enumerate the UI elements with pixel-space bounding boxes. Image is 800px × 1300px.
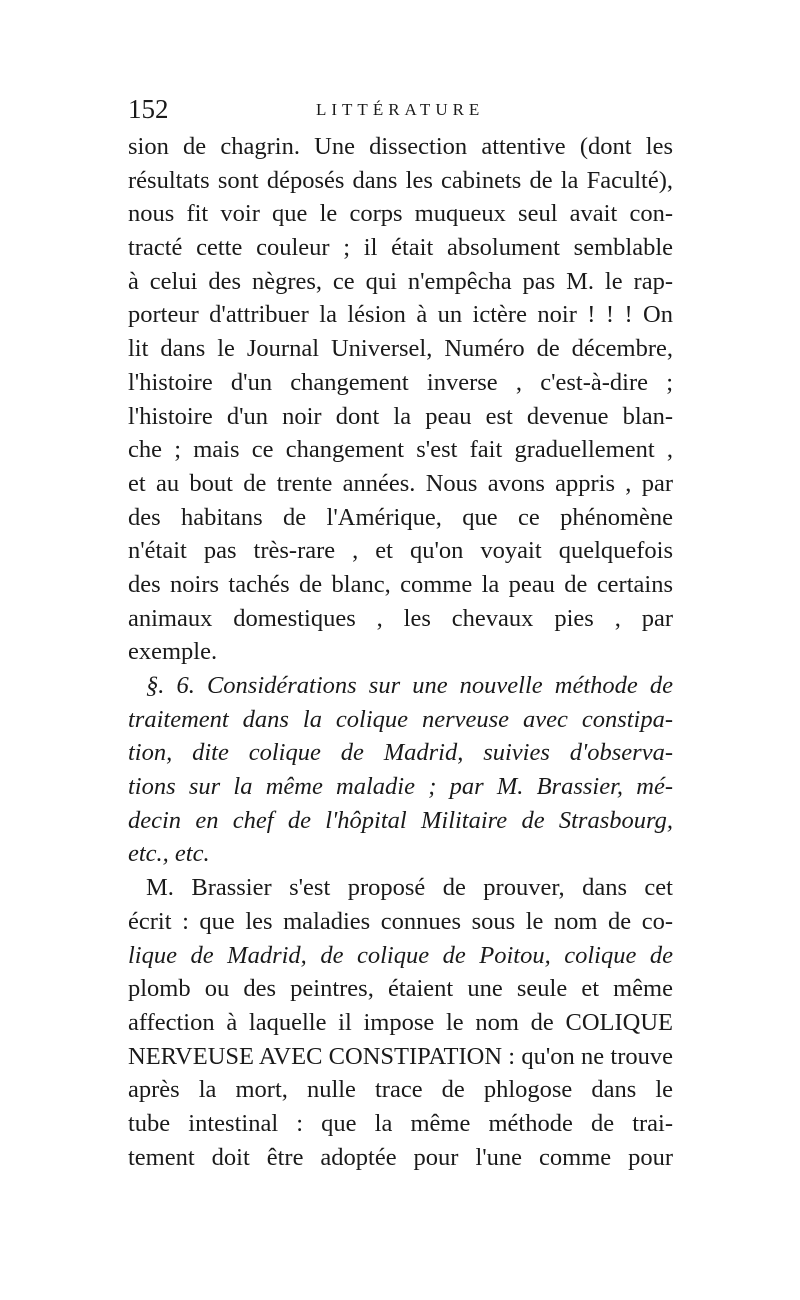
text-line: et au bout de trente années. Nous avons appris , par: [128, 469, 673, 497]
text-line: tube intestinal : que la même méthode de trai-: [128, 1109, 673, 1137]
text-line: à celui des nègres, ce qui n'empêcha pas M. le rap-: [128, 267, 673, 295]
text-line: des noirs tachés de blanc, comme la peau de certains: [128, 570, 673, 598]
text-line: affection à laquelle il impose le nom de COLIQUE: [128, 1008, 673, 1036]
text-line: che ; mais ce changement s'est fait graduellement ,: [128, 436, 673, 464]
text-line: M. Brassier s'est proposé de prouver, dans cet: [146, 874, 673, 902]
page-number: 152: [128, 94, 169, 124]
body-text: [128, 130, 673, 1174]
text-line: NERVEUSE AVEC CONSTIPATION : qu'on ne trouve: [128, 1042, 673, 1070]
text-line: lit dans le Journal Universel, Numéro de décembre,: [128, 335, 673, 363]
text-line: après la mort, nulle trace de phlogose dans le: [128, 1076, 673, 1104]
text-line: l'histoire d'un noir dont la peau est devenue blan-: [128, 402, 673, 430]
text-line: des habitans de l'Amérique, que ce phénomène: [128, 503, 673, 531]
text-line: animaux domestiques , les chevaux pies , par: [128, 604, 673, 632]
section-heading-line: decin en chef de l'hôpital Militaire de Strasbourg,: [128, 806, 673, 834]
page-header: [128, 92, 673, 132]
text-line: exemple.: [128, 638, 218, 666]
text-line: nous fit voir que le corps muqueux seul avait con-: [128, 200, 673, 228]
running-title: LITTÉRATURE: [316, 100, 485, 119]
section-heading-line: etc., etc.: [128, 840, 210, 868]
text-line: l'histoire d'un changement inverse , c'est-à-dire ;: [128, 368, 673, 396]
text-line: écrit : que les maladies connues sous le nom de co-: [128, 907, 673, 935]
text-line: sion de chagrin. Une dissection attentive (dont les: [128, 133, 673, 160]
section-heading-line: traitement dans la colique nerveuse avec constipa-: [128, 705, 673, 733]
text-line: plomb ou des peintres, étaient une seule et même: [128, 975, 673, 1003]
text-line: lique de Madrid, de colique de Poitou, colique de: [128, 941, 673, 969]
text-line: tracté cette couleur ; il était absolument semblable: [128, 234, 673, 262]
text-line: porteur d'attribuer la lésion à un ictère noir ! ! ! On: [128, 301, 673, 329]
section-heading-line: §. 6. Considérations sur une nouvelle méthode de: [146, 672, 673, 699]
text-line: résultats sont déposés dans les cabinets de la Faculté),: [128, 166, 673, 194]
section-heading-line: tion, dite colique de Madrid, suivies d'observa-: [128, 739, 673, 767]
text-line: tement doit être adoptée pour l'une comme pour: [128, 1143, 673, 1171]
text-line: n'était pas très-rare , et qu'on voyait quelquefois: [128, 537, 673, 565]
section-heading-line: tions sur la même maladie ; par M. Brassier, mé-: [128, 773, 673, 801]
